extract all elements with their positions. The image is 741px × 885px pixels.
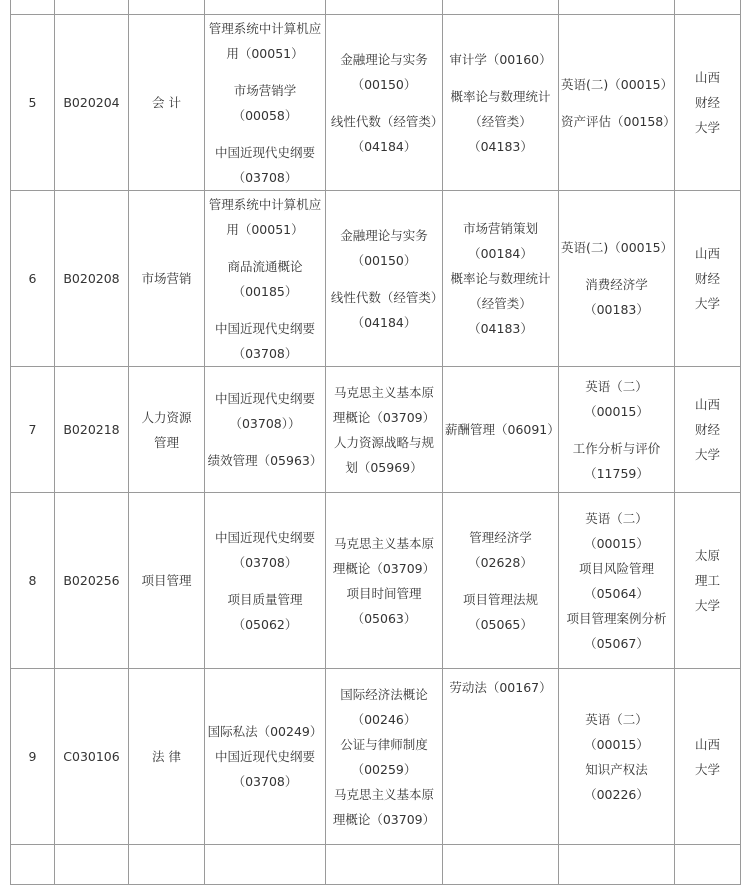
semester-2-cell	[326, 367, 443, 493]
major-code-cell	[55, 367, 129, 493]
table-row	[11, 493, 741, 669]
major-code: C030106	[63, 749, 120, 764]
course-item: 公证与律师制度（00259）	[340, 736, 428, 777]
spacer	[207, 575, 323, 587]
school-name: 山西财经大学	[694, 70, 720, 135]
spacer	[207, 128, 323, 140]
course-item: 项目管理案例分析（05067）	[566, 610, 667, 651]
course-item: 概率论与数理统计（经管类）（04183）	[450, 271, 551, 336]
course-item: 概率论与数理统计（经管类）（04183）	[450, 88, 551, 154]
semester-3-cell	[443, 191, 559, 367]
spacer	[207, 304, 323, 316]
school-name: 山西财经大学	[694, 246, 720, 311]
course-item: 中国近现代史纲要（03708）	[214, 749, 315, 789]
course-item: 线性代数（经管类）（04184）	[330, 289, 438, 330]
semester-4-cell	[559, 15, 675, 191]
row-number-cell	[11, 493, 55, 669]
course-item: 项目时间管理（05063）	[346, 585, 422, 626]
major-code: B020218	[63, 422, 120, 437]
school-name: 山西大学	[694, 736, 720, 777]
semester-1-cell	[205, 191, 326, 367]
spacer	[445, 575, 556, 587]
major-name: 人力资源管理	[141, 409, 192, 450]
table-row	[11, 15, 741, 191]
semester-4-cell	[559, 493, 675, 669]
course-item: 管理系统中计算机应用（00051）	[208, 196, 322, 237]
course-item: 英语（二）（00015）	[584, 510, 649, 551]
course-item: 中国近现代史纲要（03708））	[214, 391, 315, 431]
semester-4-cell	[559, 669, 675, 845]
semester-4-cell	[559, 0, 675, 15]
spacer	[207, 436, 323, 448]
semester-2-cell	[326, 191, 443, 367]
course-item: 薪酬管理（06091）	[445, 422, 560, 437]
course-item: 中国近现代史纲要（03708）	[214, 529, 315, 570]
school-cell	[675, 669, 741, 845]
course-item: 市场营销策划（00184）	[462, 221, 538, 261]
row-number: 8	[28, 573, 37, 588]
major-name-cell	[129, 845, 205, 885]
semester-1-cell	[205, 0, 326, 15]
school-cell	[675, 15, 741, 191]
major-code-cell	[55, 0, 129, 15]
course-item: 劳动法（00167）	[449, 680, 552, 695]
course-item: 项目质量管理（05062）	[227, 591, 303, 632]
semester-2-cell	[326, 0, 443, 15]
major-name-cell	[129, 367, 205, 493]
major-code-cell	[55, 493, 129, 669]
major-name-cell	[129, 669, 205, 845]
course-item: 金融理论与实务（00150）	[340, 227, 428, 268]
course-item: 英语（二）（00015）	[584, 378, 649, 419]
major-code-cell	[55, 845, 129, 885]
semester-3-cell	[443, 669, 559, 845]
course-item: 国际私法（00249）	[207, 724, 323, 739]
row-number: 5	[28, 95, 37, 110]
row-number: 6	[28, 271, 37, 286]
course-item: 马克思主义基本原理概论（03709）	[332, 535, 436, 576]
spacer	[207, 242, 323, 254]
course-item: 线性代数（经管类）（04184）	[330, 113, 438, 154]
table-row	[11, 367, 741, 493]
exam-plan-table	[10, 0, 741, 885]
course-item: 消费经济学（00183）	[584, 277, 649, 317]
semester-1-cell	[205, 15, 326, 191]
course-item: 英语（二）（00015）	[584, 711, 649, 752]
major-code: B020256	[63, 573, 120, 588]
major-code: B020208	[63, 271, 120, 286]
spacer	[561, 97, 672, 109]
spacer	[561, 260, 672, 272]
school-name: 山西财经大学	[694, 397, 720, 462]
spacer	[445, 72, 556, 84]
semester-4-cell	[559, 845, 675, 885]
course-item: 管理经济学（02628）	[468, 529, 533, 570]
course-item: 绩效管理（05963）	[207, 453, 323, 468]
semester-1-cell	[205, 845, 326, 885]
spacer	[328, 97, 440, 109]
row-number: 9	[28, 749, 37, 764]
row-number-cell	[11, 191, 55, 367]
course-item: 中国近现代史纲要（03708）	[214, 320, 315, 361]
major-name: 会 计	[152, 95, 181, 110]
table-row	[11, 845, 741, 885]
school-name: 太原理工大学	[694, 548, 720, 613]
major-name: 市场营销	[141, 271, 192, 286]
table-row	[11, 191, 741, 367]
semester-2-cell	[326, 845, 443, 885]
major-name-cell	[129, 493, 205, 669]
course-item: 金融理论与实务（00150）	[340, 51, 428, 92]
course-item: 管理系统中计算机应用（00051）	[208, 20, 322, 61]
table-body	[11, 0, 741, 885]
major-code: B020204	[63, 95, 120, 110]
row-number-cell	[11, 15, 55, 191]
row-number: 7	[28, 422, 37, 437]
spacer	[207, 66, 323, 78]
semester-2-cell	[326, 493, 443, 669]
semester-1-cell	[205, 669, 326, 845]
course-item: 商品流通概论（00185）	[227, 258, 303, 299]
row-number-cell	[11, 845, 55, 885]
school-cell	[675, 845, 741, 885]
spacer	[328, 273, 440, 285]
major-code-cell	[55, 15, 129, 191]
table-row	[11, 0, 741, 15]
course-item: 国际经济法概论（00246）	[340, 686, 428, 727]
row-number-cell	[11, 669, 55, 845]
course-item: 英语(二)（00015）	[561, 76, 674, 92]
major-name-cell	[129, 191, 205, 367]
course-item: 审计学（00160）	[449, 51, 552, 67]
course-item: 马克思主义基本原理概论（03709）	[332, 786, 436, 827]
semester-2-cell	[326, 15, 443, 191]
spacer	[561, 424, 672, 436]
semester-3-cell	[443, 15, 559, 191]
major-name: 项目管理	[141, 573, 192, 588]
semester-3-cell	[443, 367, 559, 493]
course-item: 英语(二)（00015）	[561, 240, 674, 255]
course-item: 资产评估（00158）	[561, 113, 676, 129]
major-name: 法 律	[152, 749, 181, 764]
row-number-cell	[11, 0, 55, 15]
major-name-cell	[129, 0, 205, 15]
course-item: 中国近现代史纲要（03708）	[214, 144, 315, 185]
major-code-cell	[55, 669, 129, 845]
school-cell	[675, 191, 741, 367]
table-row	[11, 669, 741, 845]
semester-2-cell	[326, 669, 443, 845]
semester-1-cell	[205, 493, 326, 669]
course-item: 项目风险管理（05064）	[578, 560, 654, 601]
major-code-cell	[55, 191, 129, 367]
major-name-cell	[129, 15, 205, 191]
course-item: 项目管理法规（05065）	[462, 591, 538, 632]
school-cell	[675, 0, 741, 15]
school-cell	[675, 367, 741, 493]
row-number-cell	[11, 367, 55, 493]
semester-3-cell	[443, 0, 559, 15]
course-item: 工作分析与评价（11759）	[572, 440, 661, 481]
course-item: 人力资源战略与规划（05969）	[333, 434, 434, 475]
semester-4-cell	[559, 191, 675, 367]
semester-1-cell	[205, 367, 326, 493]
semester-4-cell	[559, 367, 675, 493]
course-item: 市场营销学（00058）	[232, 82, 298, 123]
course-item: 知识产权法（00226）	[584, 761, 649, 802]
semester-3-cell	[443, 493, 559, 669]
school-cell	[675, 493, 741, 669]
course-item: 马克思主义基本原理概论（03709）	[332, 384, 436, 425]
semester-3-cell	[443, 845, 559, 885]
